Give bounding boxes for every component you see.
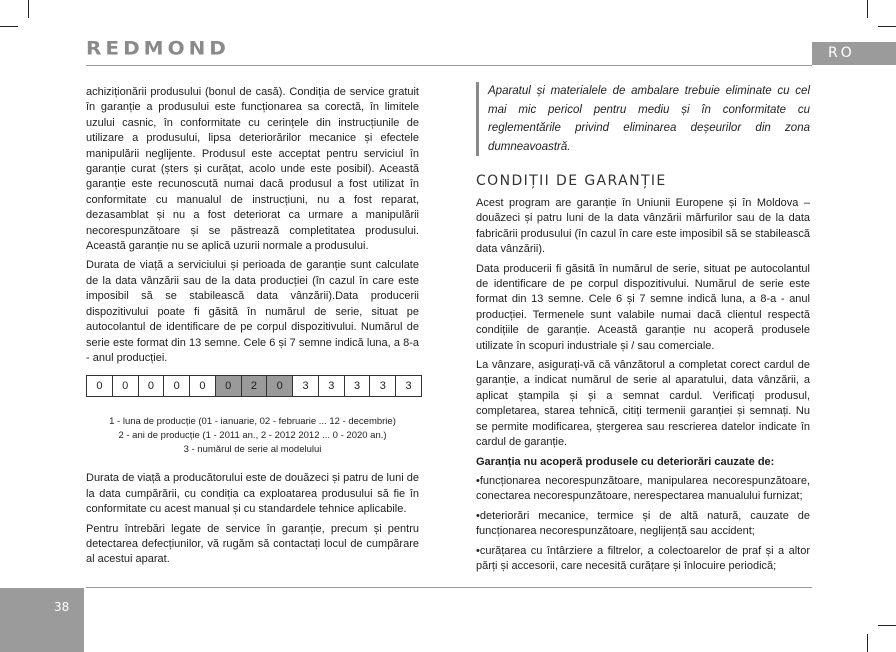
crop-mark	[878, 625, 896, 626]
footer-rule	[86, 587, 812, 588]
serial-digit-month: 2	[242, 376, 268, 396]
crop-mark	[867, 0, 868, 18]
exclusion-item: •curățarea cu întârziere a filtrelor, a colectoarelor de praf și a altor părți și accesorii, care necesită curățare și înlocuire periodică;	[476, 544, 810, 572]
serial-legend	[86, 415, 419, 457]
left-column	[86, 85, 419, 572]
disposal-note: Aparatul și materialele de ambalare trebuie eliminate cu cel mai mic pericol pentru mediu și în conformitate cu reglementările privind eliminarea deșeurilor din zona dumneavoastră.	[476, 82, 810, 156]
serial-digit: 0	[139, 376, 165, 396]
crop-mark	[878, 26, 896, 27]
serial-digit: 0	[87, 376, 113, 396]
serial-digit-year: 0	[267, 376, 293, 396]
paragraph-contact: Pentru întrebări legate de service în garanție, precum și pentru detectarea defecțiunilor, vă rugăm să contactați locul de cumpărare al acestui aparat.	[86, 522, 419, 566]
paragraph-service-life: Durata de viață a serviciului și perioada de garanție sunt calculate de la data vânzării sau de la data producției (în cazul în care este imposibil să se stabilească data vânzării).Data producerii dispozitivului poate fi găsită în numărul de serie, situat pe autocolantul de identificare de pe corpul dispozitivului. Numărul de serie este format din 13 semne. Cele 6 și 7 semne indică luna, a 8-a - anul producției.	[86, 259, 419, 364]
serial-number-table	[86, 375, 422, 397]
section-heading: CONDIȚII DE GARANȚIE	[476, 173, 667, 189]
exclusion-item: •funcționarea necorespunzătoare, manipularea necorespunzătoare, conectarea necorespunzătoare, nerespectarea manualului furnizat;	[476, 474, 810, 503]
paragraph-production-date: Data producerii fi găsită în numărul de serie, situat pe autocolantul de identificare de pe corpul dispozitivului. Numărul de serie este format din 13 semne. Cele 6 și 7 semne indică luna, a 8-a - anul producției. Termenele sunt valabile numai dacă clientul respectă condițiile de garanție. Această garanție nu acoperă produsele utilizate în scopuri industriale și / sau comerciale.	[476, 262, 810, 352]
page-number-box	[0, 588, 84, 652]
language-tab: RO	[812, 42, 896, 65]
paragraph-lifetime: Durata de viață a producătorului este de douăzeci și patru de luni de la data cumpărării, cu condiția ca exploatarea produsului să fie în conformitate cu acest manual și cu standardele tehnice aplicabile.	[86, 472, 419, 516]
paragraph-warranty-program: Acest program are garanție în Uniunii Europene și în Moldova – douăzeci și patru luni de la data vânzării mărfurilor sau de la data fabricării produsului (în cazul în care este imposibil să se stabilească data vânzării).	[476, 197, 810, 256]
serial-digit-model: 3	[293, 376, 319, 396]
crop-mark	[0, 26, 18, 27]
legend-line: 1 - luna de producție (01 - ianuarie, 02 - februarie ... 12 - decembrie)	[109, 416, 396, 428]
serial-digit-model: 3	[345, 376, 371, 396]
page-number: 38	[54, 600, 70, 614]
crop-mark	[867, 634, 868, 652]
serial-digit-model: 3	[370, 376, 396, 396]
legend-line: 3 - numărul de serie al modelului	[183, 444, 322, 456]
serial-digit-model: 3	[405, 380, 412, 393]
legend-line: 2 - ani de producție (1 - 2011 an., 2 - 2012 2012 ... 0 - 2020 an.)	[118, 430, 387, 442]
right-column	[476, 196, 810, 578]
paragraph-service-conditions: achiziționării produsului (bonul de casă). Condiția de service gratuit în garanție a produsului este funcționarea sa corectă, în limitele uzului casnic, în conformitate cu cerințele din instrucțiunile de utilizare a produsului, lipsa deteriorărilor mecanice și efectele manipulării neglijente. Produsul este acceptat pentru serviciul în garanție curat (șters și curățat, acolo unde este posibil). Această garanție este recunoscută numai dacă produsul a fost utilizat în conformitate cu manualul de instrucțiuni, nu a fost reparat, dezasamblat și nu a fost deteriorat ca urmare a manipulării necorespunzătoare și se păstrează completitatea produsului. Această garanție nu se aplică uzurii normale a produsului.	[86, 86, 419, 253]
brand-logo: REDMOND	[86, 37, 230, 60]
paragraph-sale-check: La vânzare, asigurați-vă că vânzătorul a completat corect cardul de garanție, a indicat numărul de serie al aparatului, data vânzării, a aplicat ștampila și și a semnat cardul. Verificați produsul, completarea, starea tehnică, citiți termenii garanției și semnați. Nu se permite modificarea, ștergerea sau rescrierea datelor indicate în cardul de garanție.	[476, 359, 810, 449]
header-rule	[86, 65, 812, 66]
serial-digit-model: 3	[319, 376, 345, 396]
exclusion-item: •deteriorări mecanice, termice și de altă natură, cauzate de funcționarea necorespunzătoare, neglijență sau accident;	[476, 509, 810, 538]
serial-digit-month: 0	[216, 376, 242, 396]
serial-digit: 0	[113, 376, 139, 396]
crop-mark	[28, 0, 29, 18]
serial-digit: 0	[190, 376, 216, 396]
serial-digit: 0	[164, 376, 190, 396]
exclusions-subheading: Garanția nu acoperă produsele cu deteriorări cauzate de:	[476, 455, 775, 468]
